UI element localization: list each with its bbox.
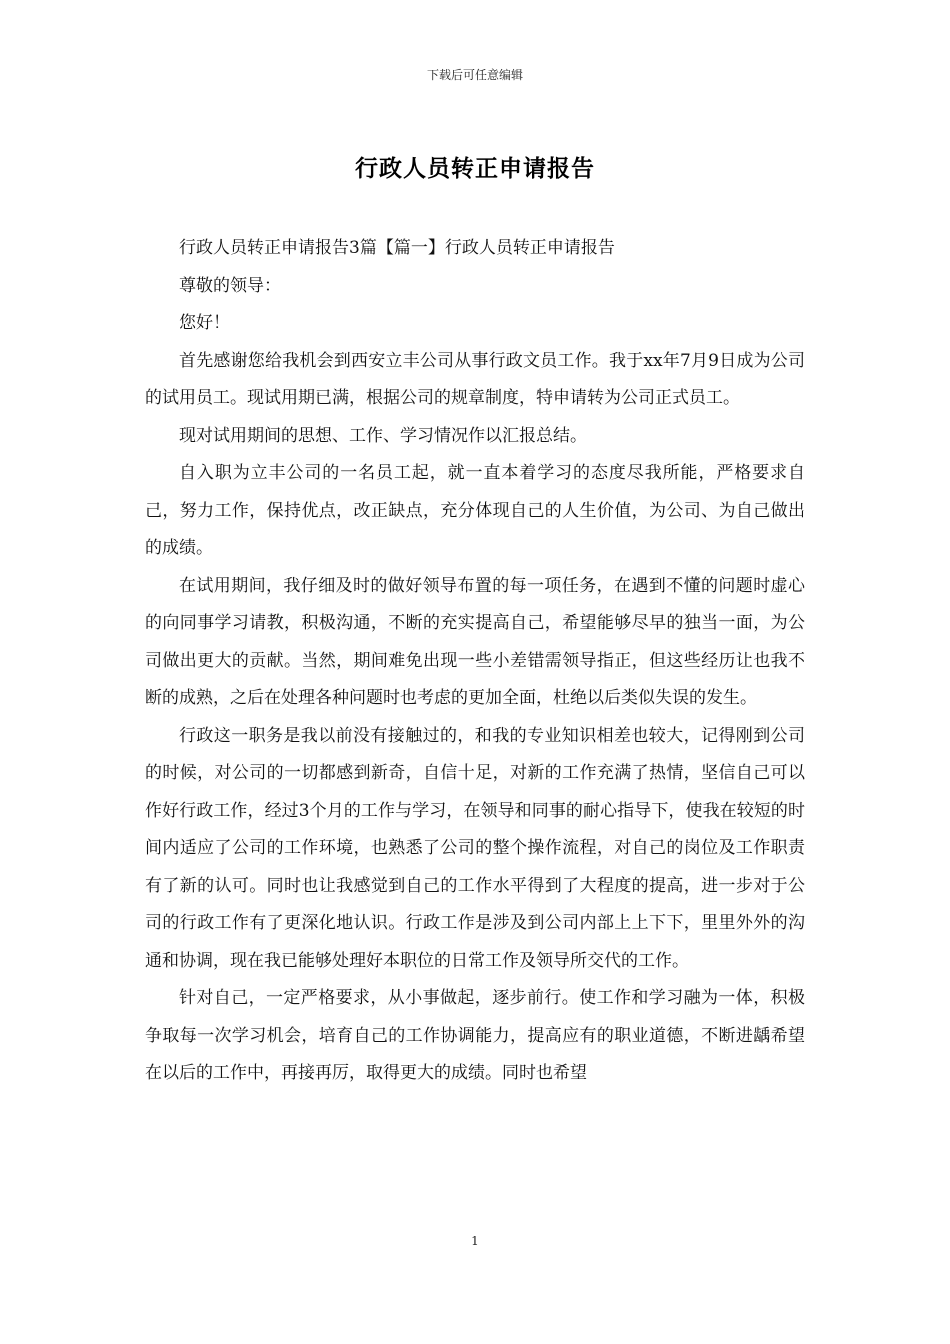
paragraph: 自入职为立丰公司的一名员工起，就一直本着学习的态度尽我所能，严格要求自己，努力工作，保持优点，改正缺点，充分体现自己的人生价值，为公司、为自己做出的成绩。: [145, 463, 805, 558]
paragraph: 现对试用期间的思想、工作、学习情况作以汇报总结。: [179, 425, 587, 446]
page-number: 1: [471, 1234, 479, 1248]
paragraph: 行政人员转正申请报告3篇【篇一】行政人员转正申请报告: [179, 238, 615, 258]
paragraph: 行政这一职务是我以前没有接触过的，和我的专业知识相差也较大，记得刚到公司的时候，对公司的一切都感到新奇，自信十足，对新的工作充满了热情，坚信自己可以作好行政工作，经过3个月的工作与学习，在领导和同事的耐心指导下，使我在较短的时间内适应了公司的工作环境，也熟悉了公司的整个操作流程，对自己的岗位及工作职责有了新的认可。同时也让我感觉到自己的工作水平得到了大程度的提高，进一步对于公司的行政工作有了更深化地认识。行政工作是涉及到公司内部上上下下，里里外外的沟通和协调，现在我已能够处理好本职位的日常工作及领导所交代的工作。: [145, 725, 805, 971]
paragraph: 首先感谢您给我机会到西安立丰公司从事行政文员工作。我于xx年7月9日成为公司的试用员工。现试用期已满，根据公司的规章制度，特申请转为公司正式员工。: [145, 350, 805, 408]
paragraph: 您好！: [179, 313, 230, 333]
header-note: 下载后可任意编辑: [426, 68, 523, 82]
paragraph: 针对自己，一定严格要求，从小事做起，逐步前行。使工作和学习融为一体，积极争取每一次学习机会，培育自己的工作协调能力，提高应有的职业道德，不断进龋希望在以后的工作中，再接再厉，取得更大的成绩。同时也希望: [145, 988, 805, 1083]
paragraph: 尊敬的领导：: [179, 275, 281, 296]
document-body: [145, 230, 805, 1093]
document-title: 行政人员转正申请报告: [355, 156, 595, 182]
paragraph: 在试用期间，我仔细及时的做好领导布置的每一项任务，在遇到不懂的问题时虚心的向同事学习请教，积极沟通，不断的充实提高自己，希望能够尽早的独当一面，为公司做出更大的贡献。当然，期间难免出现一些小差错需领导指正，但这些经历让也我不断的成熟，之后在处理各种问题时也考虑的更加全面，杜绝以后类似失误的发生。: [145, 575, 805, 708]
